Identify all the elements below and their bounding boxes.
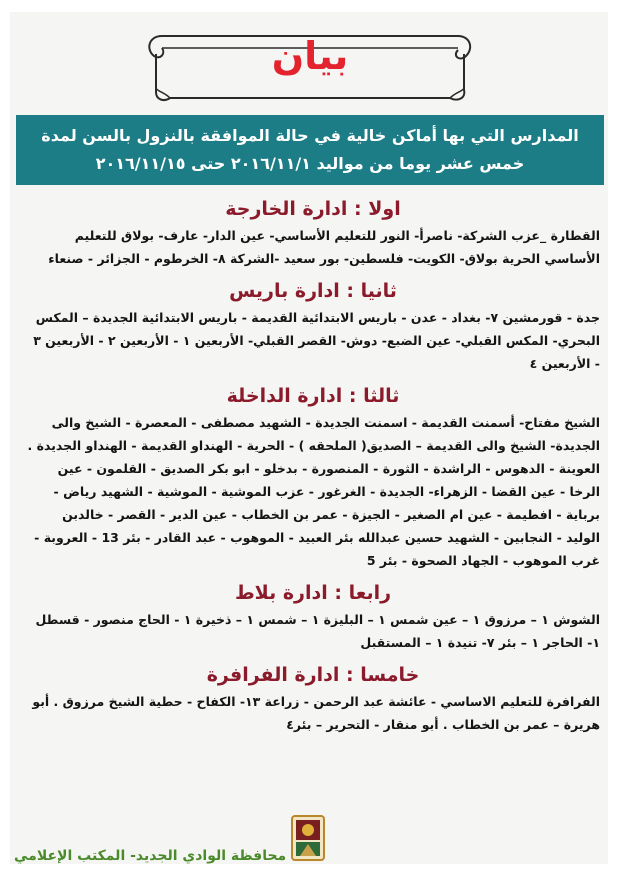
section-title: رابعا : ادارة بلاط bbox=[234, 582, 392, 604]
section-body: القطارة _عزب الشركة- ناصرأ- النور للتعليم الأساسي- عين الدار- عارف- بولاق للتعليم الأساسي الحرية بولاق- الكويت- فلسطين- بور سعيد -الشركة ٨- الخرطوم - الجزائر - صنعاء bbox=[48, 228, 600, 266]
section-title: خامسا : ادارة الفرافرة bbox=[206, 664, 420, 686]
section-balat bbox=[20, 580, 606, 654]
section-body: الشيخ مفتاح- أسمنت القديمة - اسمنت الجديدة - الشهيد مصطفى - المعصرة - الشيخ والى الجديدة- الشيخ والى القديمة – الصديق( الملحقه ) - الحرية - الهنداو القديمة - الهنداو الجديدة . العوينة - الدهوس - الراشدة - الثورة - المنصورة - بدخلو - ابو بكر الصديق - القلمون - عين الرخا - عين القضا - الزهراء- الجديدة - الغرغور - عزب الموشية - الموشية - الشهيد رياض - برباية - افطيمة - عين ام الصغير - الجيزة - عمر بن الخطاب - عين الدير - القصر - خالدبن الوليد - النجابين - الشهيد حسين عبدالله بئر العبيد - الموهوب - عبد القادر - بئر 13 - العروبة - غرب الموهوب - الجهاد الصحوة - بئر 5 bbox=[27, 415, 600, 568]
section-farafra bbox=[20, 662, 606, 736]
footer-text: محافظة الوادي الجديد- المكتب الإعلامي bbox=[14, 848, 287, 864]
title-scroll-banner bbox=[140, 26, 480, 110]
header-line-2: خمس عشر يوما من مواليد ٢٠١٦/١١/١ حتى ٢٠١٦/١١/١٥ bbox=[95, 154, 525, 173]
section-body: جدة - قورمشين ٧- بغداد - عدن - باريس الابتدائية القديمة - باريس الابتدائية الجديدة – المكس البحري- المكس القبلي- عين الضبع- دوش- القصر القبلي- الأربعين ١ - الأربعين ٢ - الأربعين ٣ - الأربعين ٤ bbox=[33, 310, 600, 371]
section-title: ثانيا : ادارة باريس bbox=[229, 280, 397, 302]
header-bar bbox=[16, 115, 604, 185]
page-title: بيان bbox=[271, 34, 349, 78]
header-line-1: المدارس التي بها أماكن خالية في حالة الموافقة بالنزول بالسن لمدة bbox=[41, 126, 579, 145]
section-body: الفرافرة للتعليم الاساسي - عائشة عبد الرحمن - زراعة ١٣- الكفاح - حطية الشيخ مرزوق . أبو هريرة – عمر بن الخطاب . أبو منقار - التحرير – بئر٤ bbox=[32, 694, 600, 732]
section-dakhla bbox=[20, 383, 606, 572]
section-kharga bbox=[20, 196, 606, 270]
section-title: ثالثا : ادارة الداخلة bbox=[226, 385, 400, 407]
content bbox=[20, 196, 606, 744]
section-body: الشوش ١ – مرزوق ١ – عين شمس ١ – البليزة ١ – شمس ١ – ذخيرة ١ - الحاج منصور - قسطل ١- الحاجر ١ – بئر ٧- تنيدة ١ – المستقبل bbox=[35, 612, 600, 650]
governorate-emblem-icon bbox=[288, 812, 328, 864]
section-paris bbox=[20, 278, 606, 375]
section-title: اولا : ادارة الخارجة bbox=[225, 198, 401, 220]
